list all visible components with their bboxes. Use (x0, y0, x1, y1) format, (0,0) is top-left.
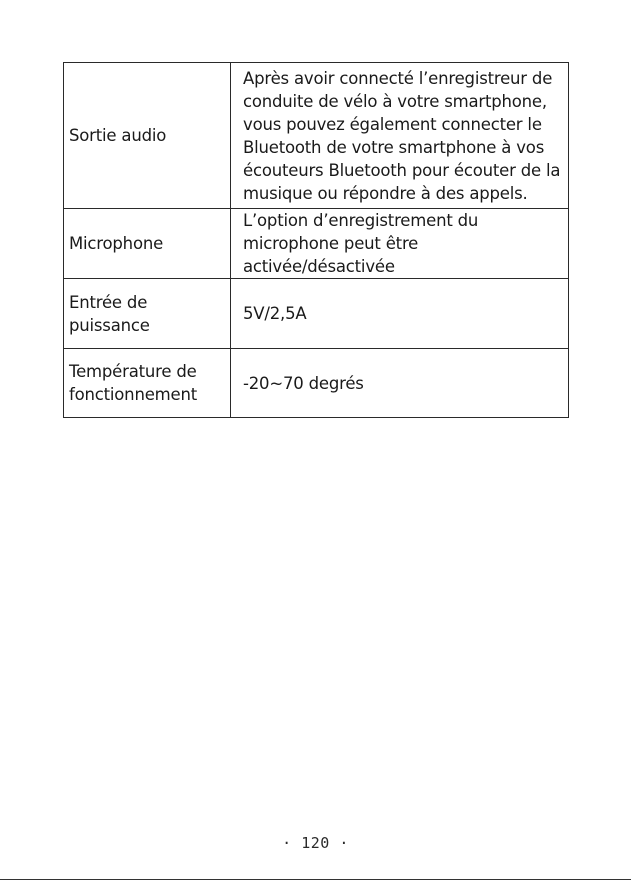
spec-value: Après avoir connecté l’enregistreur de conduite de vélo à votre smartphone, vous pouvez également connecter le Bluetooth de votre smartphone à vos écouteurs Bluetooth pour écouter de la musique ou répondre à des appels. (231, 63, 569, 209)
spec-label: Entrée de puissance (64, 279, 231, 349)
spec-row-power-input (64, 279, 569, 349)
spec-value: L’option d’enregistrement du microphone peut être activée/désactivée (231, 209, 569, 279)
spec-table (63, 62, 569, 418)
spec-row-operating-temperature (64, 349, 569, 418)
spec-row-audio-output (64, 63, 569, 209)
spec-label: Température de fonctionnement (64, 349, 231, 418)
bottom-divider (0, 879, 631, 880)
spec-value: -20~70 degrés (231, 349, 569, 418)
spec-label: Sortie audio (64, 63, 231, 209)
spec-label: Microphone (64, 209, 231, 279)
spec-row-microphone (64, 209, 569, 279)
spec-value: 5V/2,5A (231, 279, 569, 349)
page-number: · 120 · (282, 834, 349, 852)
